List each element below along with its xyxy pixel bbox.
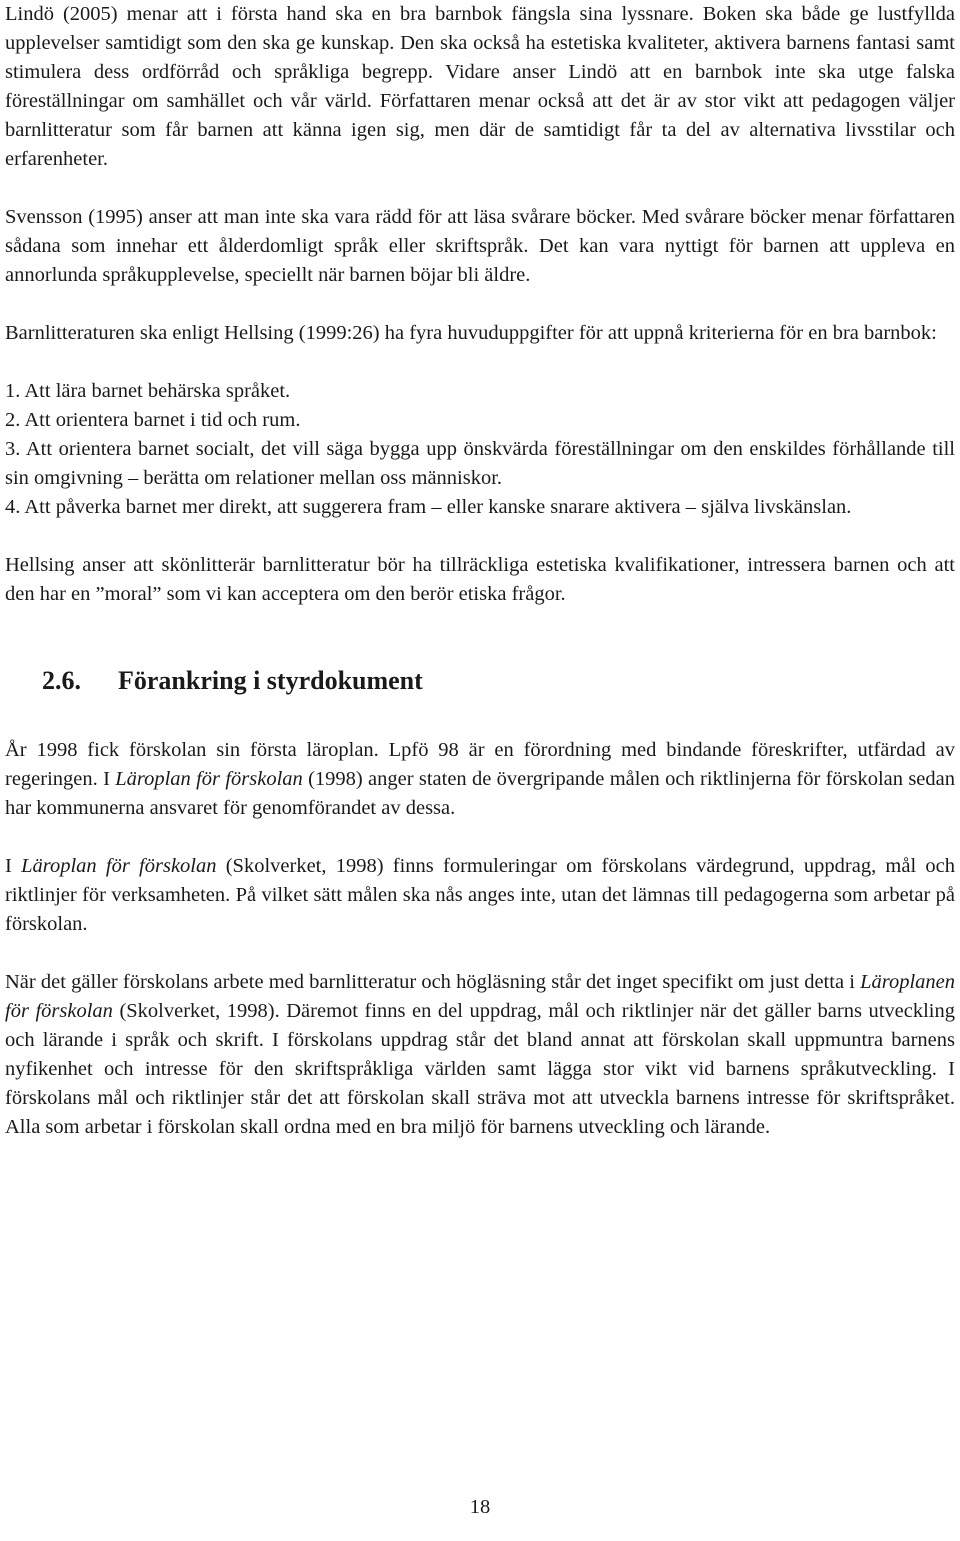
section-title: Förankring i styrdokument — [118, 666, 423, 695]
list-item: 1. Att lära barnet behärska språket. — [5, 380, 291, 402]
italic-title: Läroplanen för förskolan — [5, 971, 955, 1022]
numbered-list — [5, 377, 955, 522]
italic-title: Läroplan för förskolan — [21, 855, 217, 877]
paragraph-hellsing-intro: Barnlitteraturen ska enligt Hellsing (1999:26) ha fyra huvuduppgifter för att uppnå kriterierna för en bra barnbok: — [5, 322, 937, 344]
list-item: 4. Att påverka barnet mer direkt, att suggerera fram – eller kanske snarare aktivera – själva livskänslan. — [5, 496, 852, 518]
paragraph-lpfo98: År 1998 fick förskolan sin första läroplan. Lpfö 98 är en förordning med bindande föreskrifter, utfärdad av regeringen. I Läroplan för förskolan (1998) anger staten de övergripande målen och riktlinjerna för förskolan sedan har kommunerna ansvaret för genomförandet av dessa. — [5, 739, 956, 819]
section-heading — [5, 664, 955, 698]
paragraph-barnlitteratur: När det gäller förskolans arbete med barnlitteratur och högläsning står det inget specifikt om just detta i Läroplanen för förskolan (Skolverket, 1998). Däremot finns en del uppdrag, mål och riktlinjer när det gäller barns utveckling och lärande i språk och skrift. I förskolans uppdrag står det bland annat att förskolan skall uppmuntra barnens nyfikenhet och intresse för den skriftspråkliga världen samt lägga stor vikt vid barnens språkutveckling. I förskolans mål och riktlinjer står det att förskolan skall sträva mot att utveckla barnens intresse för skriftspråket. Alla som arbetar i förskolan skall ordna med en bra miljö för barnens utveckling och lärande. — [5, 971, 955, 1138]
list-item: 2. Att orientera barnet i tid och rum. — [5, 409, 301, 431]
section-number: 2.6. — [42, 666, 81, 695]
document-page — [5, 0, 955, 1142]
paragraph-laroplan: I Läroplan för förskolan (Skolverket, 1998) finns formuleringar om förskolans värdegrund, uppdrag, mål och riktlinjer för verksamheten. På vilket sätt målen ska nås anges inte, utan det lämnas till pedagogerna som arbetar på förskolan. — [5, 855, 956, 935]
paragraph-svensson: Svensson (1995) anser att man inte ska vara rädd för att läsa svårare böcker. Med svårare böcker menar författaren sådana som innehar ett ålderdomligt språk eller skriftspråk. Det kan vara nyttigt för barnen att uppleva en annorlunda språkupplevelse, speciellt när barnen böjar bli äldre. — [5, 206, 955, 286]
page-number: 18 — [469, 1496, 491, 1518]
list-item: 3. Att orientera barnet socialt, det vill säga bygga upp önskvärda föreställningar om den enskildes förhållande till sin omgivning – berätta om relationer mellan oss människor. — [5, 438, 955, 489]
paragraph-lindo: Lindö (2005) menar att i första hand ska en bra barnbok fängsla sina lyssnare. Boken ska både ge lustfyllda upplevelser samtidigt som den ska ge kunskap. Den ska också ha estetiska kvaliteter, aktivera barnens fantasi samt stimulera dess ordförråd och språkliga begrepp. Vidare anser Lindö att en barnbok inte ska utge falska föreställningar om samhället och vår värld. Författaren menar också att det är av stor vikt att pedagogen väljer barnlitteratur som får barnen att känna igen sig, men där de samtidigt får ta del av alternativa livsstilar och erfarenheter. — [5, 3, 955, 170]
italic-title: Läroplan för förskolan — [115, 768, 303, 790]
paragraph-hellsing: Hellsing anser att skönlitterär barnlitteratur bör ha tillräckliga estetiska kvalifikationer, intressera barnen och att den har en ”moral” som vi kan acceptera om den berör etiska frågor. — [5, 554, 955, 605]
